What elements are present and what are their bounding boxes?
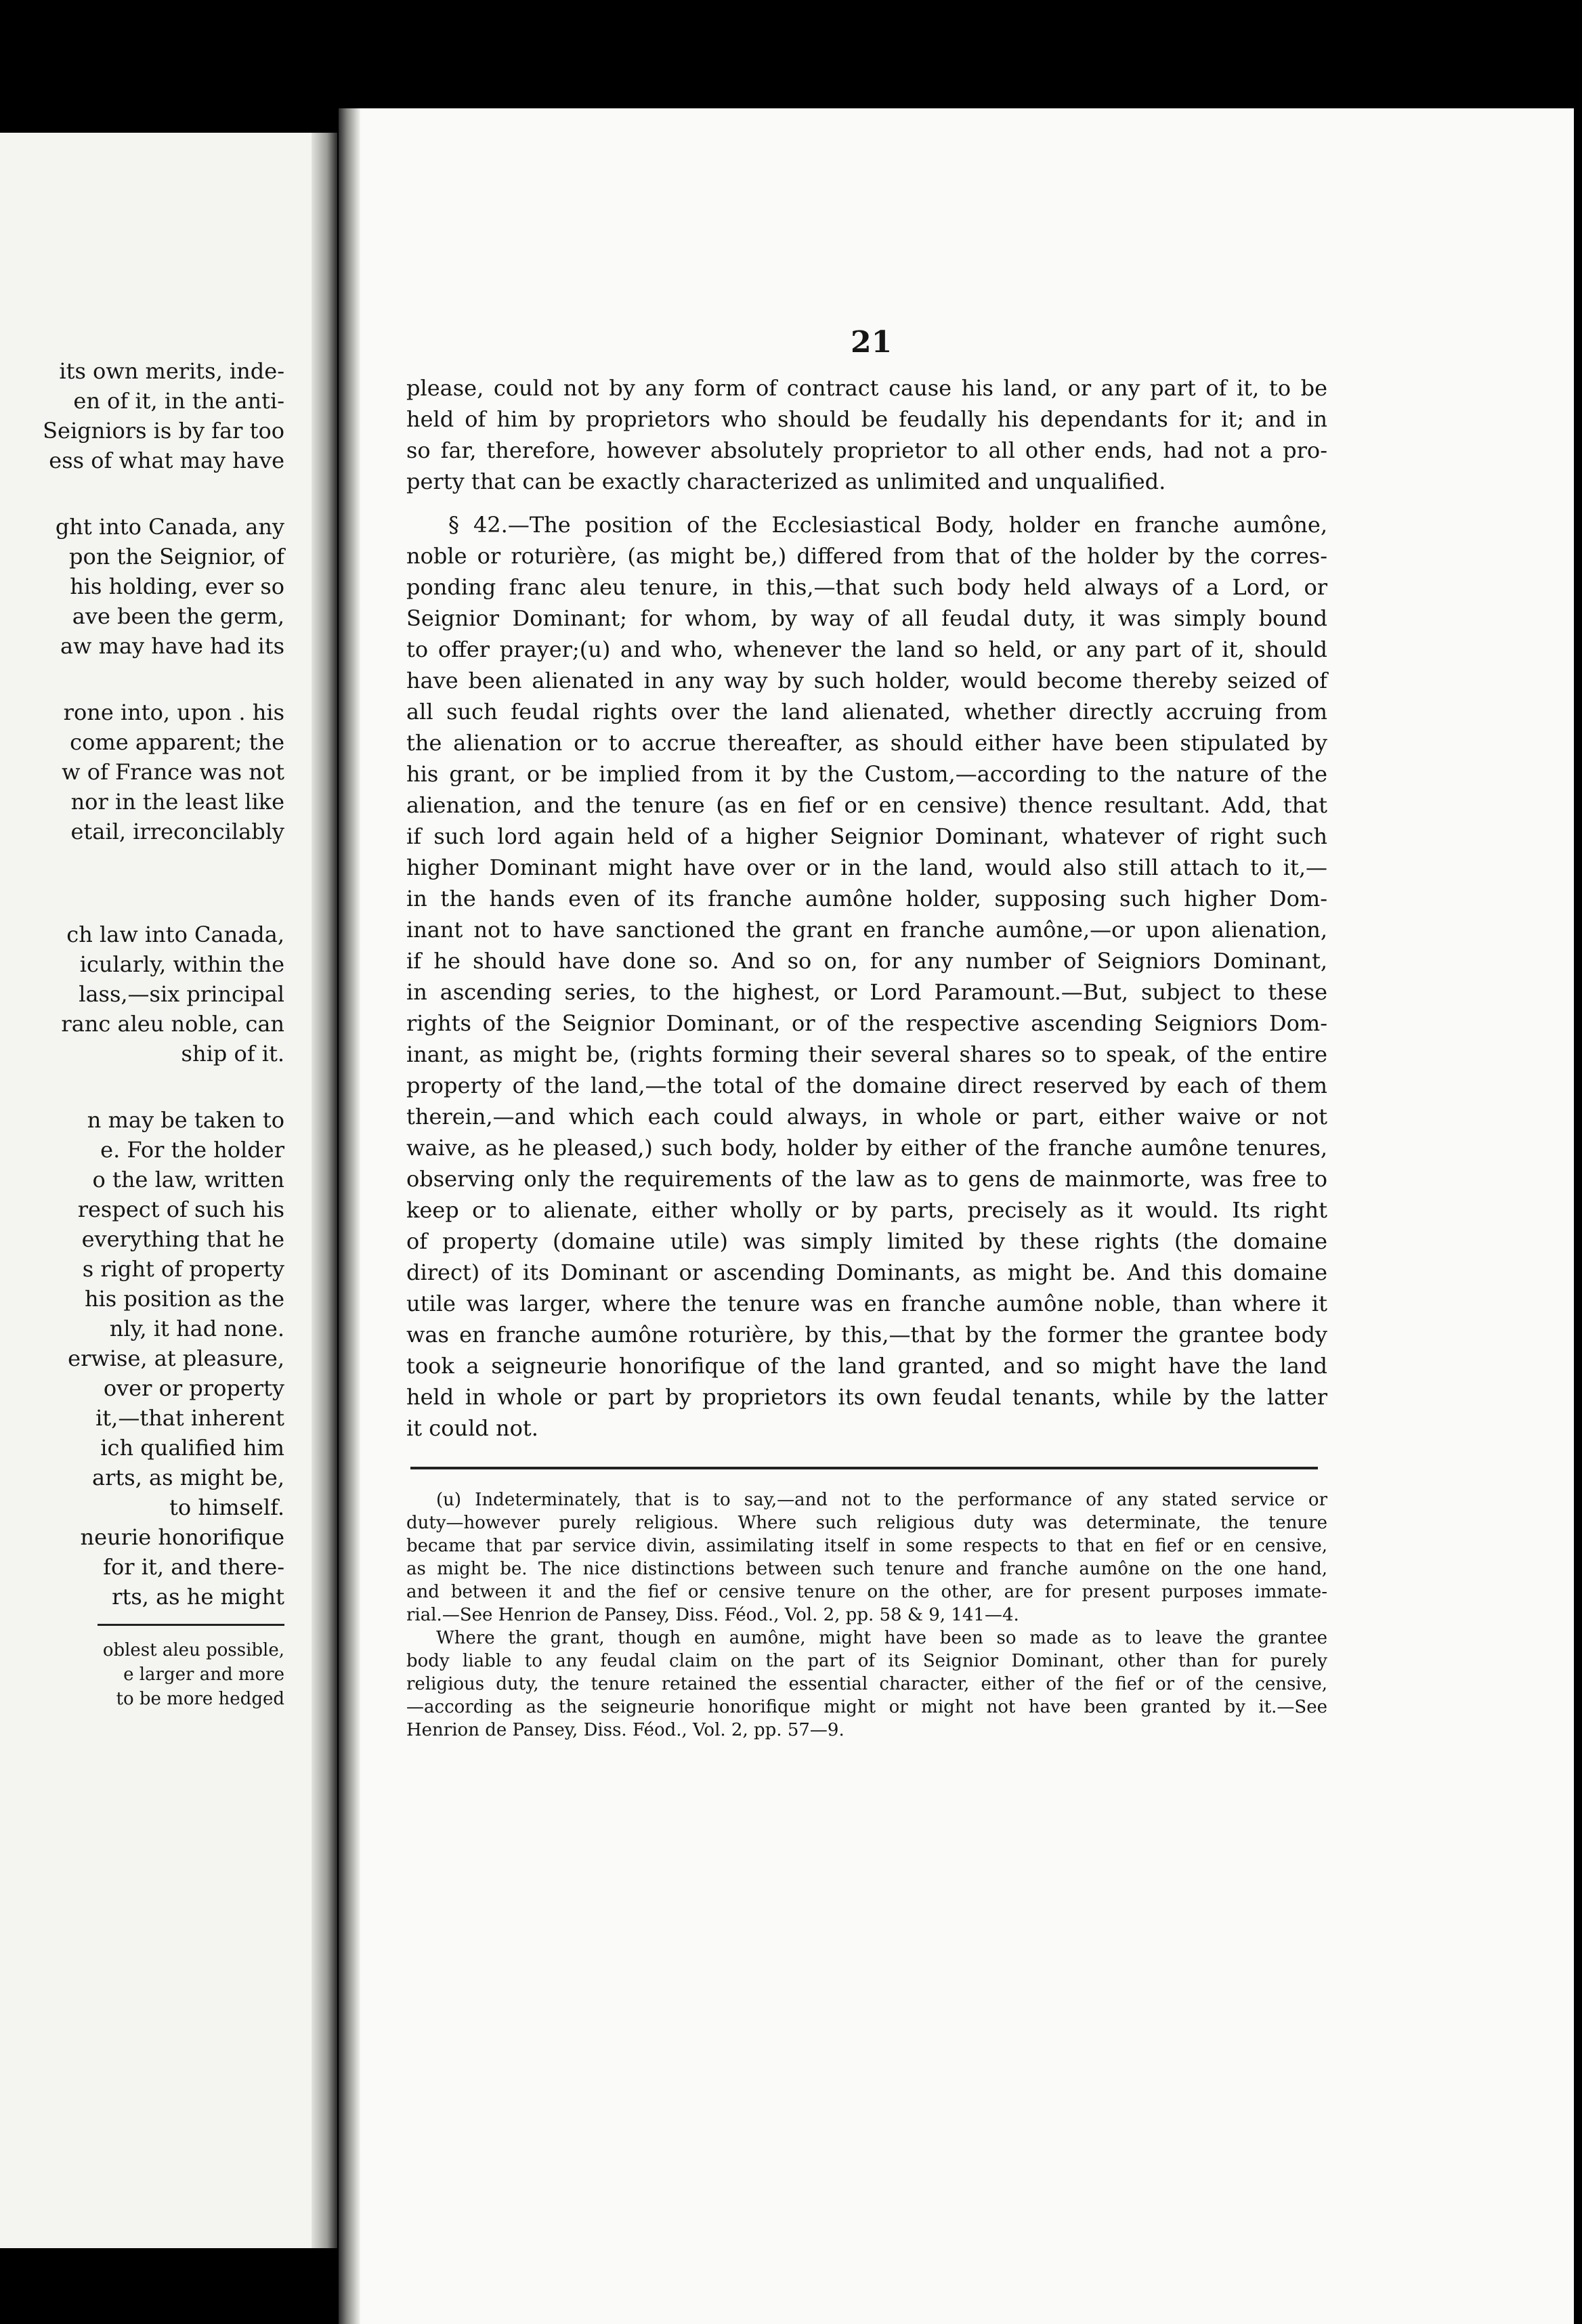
left-page-gutter-shadow <box>312 133 337 2248</box>
footnote-line: Where the grant, though en aumône, might have been so made as to leave the grantee <box>436 1628 1327 1648</box>
text-line: in ascending series, to the highest, or Lord Paramount.—But, subject to these <box>406 979 1327 1005</box>
footnote-line: Henrion de Pansey, Diss. Féod., Vol. 2, pp. 57—9. <box>406 1720 845 1740</box>
left-text-line: pon the Seignior, of <box>68 544 284 569</box>
text-line: have been alienated in any way by such holder, would become thereby seized of <box>406 668 1327 693</box>
text-line: inant not to have sanctioned the grant en franche aumône,—or upon alienation, <box>406 917 1327 943</box>
text-line: please, could not by any form of contract cause his land, or any part of it, to be <box>406 375 1327 401</box>
left-text-line: icularly, within the <box>79 951 284 977</box>
text-line: in the hands even of its franche aumône holder, supposing such higher Dom- <box>406 886 1327 911</box>
text-line: all such feudal rights over the land alienated, whether directly accruing from <box>406 699 1327 725</box>
text-line: the alienation or to accrue thereafter, as should either have been stipulated by <box>406 730 1327 756</box>
footnote-line: rial.—See Henrion de Pansey, Diss. Féod., Vol. 2, pp. 58 & 9, 141—4. <box>406 1605 1019 1625</box>
left-text-line: it,—that inherent <box>95 1405 284 1431</box>
left-text-line: ess of what may have <box>49 448 284 473</box>
text-line: therein,—and which each could always, in whole or part, either waive or not <box>406 1104 1327 1129</box>
left-text-line: rts, as he might <box>112 1584 284 1610</box>
left-text-line: arts, as might be, <box>92 1465 284 1490</box>
left-text-line: come apparent; the <box>70 729 284 755</box>
left-text-line: ght into Canada, any <box>55 514 284 540</box>
footnote-line: religious duty, the tenure retained the essential character, either of the fief or of the censive, <box>406 1674 1327 1694</box>
left-text-line: its own merits, inde- <box>59 358 284 384</box>
text-line: held of him by proprietors who should be feudally his dependants for it; and in <box>406 406 1327 432</box>
text-line: waive, as he pleased,) such body, holder by either of the franche aumône tenures, <box>406 1135 1327 1161</box>
text-line: higher Dominant might have over or in the land, would also still attach to it,— <box>406 855 1327 880</box>
footnote-line: and between it and the fief or censive tenure on the other, are for present purposes immate- <box>406 1582 1327 1602</box>
text-line: if such lord again held of a higher Seignior Dominant, whatever of right such <box>406 823 1327 849</box>
text-line: held in whole or part by proprietors its own feudal tenants, while by the latter <box>406 1384 1327 1410</box>
left-footnote-line: e larger and more <box>123 1664 284 1685</box>
text-line: § 42.—The position of the Ecclesiastical Body, holder en franche aumône, <box>448 512 1327 538</box>
footnote-line: (u) Indeterminately, that is to say,—and not to the performance of any stated service or <box>436 1490 1327 1510</box>
page-number: 21 <box>851 325 893 360</box>
footnote-u <box>406 1488 1327 1627</box>
text-line: was en franche aumône roturière, by this,—that by the former the grantee body <box>406 1322 1327 1348</box>
left-text-line: everything that he <box>81 1226 284 1252</box>
left-text-line: n may be taken to <box>87 1107 284 1133</box>
left-text-line: aw may have had its <box>60 633 284 659</box>
left-text-line: s right of property <box>82 1256 284 1282</box>
left-footnote-line: oblest aleu possible, <box>102 1640 284 1660</box>
left-text-line: ship of it. <box>181 1041 284 1067</box>
text-line: rights of the Seignior Dominant, or of the respective ascending Seigniors Dom- <box>406 1010 1327 1036</box>
paragraph-section-42 <box>406 509 1327 1444</box>
left-text-line: Seigniors is by far too <box>43 418 284 444</box>
text-line: direct) of its Dominant or ascending Dominants, as might be. And this domaine <box>406 1260 1327 1285</box>
left-footnote-divider <box>98 1624 284 1626</box>
right-page <box>339 108 1574 2324</box>
text-line: ponding franc aleu tenure, in this,—that such body held always of a Lord, or <box>406 574 1327 600</box>
left-text-line: nly, it had none. <box>109 1316 284 1341</box>
main-text-block <box>406 372 1327 1742</box>
footnote-line: —according as the seigneurie honorifique might or might not have been granted by it.—See <box>406 1697 1327 1717</box>
left-text-line: ich qualified him <box>100 1435 284 1461</box>
left-text-line: en of it, in the anti- <box>73 388 284 414</box>
text-line: utile was larger, where the tenure was en franche aumône noble, than where it <box>406 1291 1327 1316</box>
footnote-line: became that par service divin, assimilating itself in some respects to that en fief or en censive, <box>406 1536 1327 1556</box>
text-line: of property (domaine utile) was simply limited by these rights (the domaine <box>406 1228 1327 1254</box>
text-line: it could not. <box>406 1415 538 1441</box>
left-text-line: his holding, ever so <box>70 574 284 599</box>
text-line: Seignior Dominant; for whom, by way of all feudal duty, it was simply bound <box>406 605 1327 631</box>
text-line: alienation, and the tenure (as en fief or en censive) thence resultant. Add, that <box>406 792 1327 818</box>
text-line: to offer prayer;(u) and who, whenever the land so held, or any part of it, should <box>406 637 1327 662</box>
text-line: noble or roturière, (as might be,) differed from that of the holder by the corres- <box>406 543 1327 569</box>
left-text-line: lass,—six principal <box>79 981 284 1007</box>
left-text-line: for it, and there- <box>103 1554 284 1580</box>
text-line: property of the land,—the total of the domaine direct reserved by each of them <box>406 1073 1327 1098</box>
text-line: so far, therefore, however absolutely proprietor to all other ends, had not a pro- <box>406 437 1327 463</box>
paragraph-continued <box>406 372 1327 497</box>
text-line: took a seigneurie honorifique of the land granted, and so might have the land <box>406 1353 1327 1379</box>
left-text-line: to himself. <box>169 1494 284 1520</box>
text-line: observing only the requirements of the law as to gens de mainmorte, was free to <box>406 1166 1327 1192</box>
footnote-line: body liable to any feudal claim on the part of its Seignior Dominant, other than for purely <box>406 1651 1327 1671</box>
text-line: keep or to alienate, either wholly or by parts, precisely as it would. Its right <box>406 1197 1327 1223</box>
left-text-line: ranc aleu noble, can <box>61 1011 284 1037</box>
left-text-line: over or property <box>103 1375 284 1401</box>
left-text-line: his position as the <box>84 1286 284 1312</box>
left-text-line: respect of such his <box>77 1197 284 1222</box>
left-page <box>0 133 337 2248</box>
text-line: his grant, or be implied from it by the Custom,—according to the nature of the <box>406 761 1327 787</box>
left-page-text <box>0 356 284 1711</box>
left-text-line: e. For the holder <box>100 1137 284 1163</box>
left-text-line: ave been the germ, <box>72 603 284 629</box>
left-text-line: ch law into Canada, <box>66 922 284 947</box>
text-line: perty that can be exactly characterized as unlimited and unqualified. <box>406 469 1166 494</box>
left-text-line: erwise, at pleasure, <box>68 1346 284 1371</box>
text-line: inant, as might be, (rights forming their several shares so to speak, of the entire <box>406 1041 1327 1067</box>
text-line: if he should have done so. And so on, for any number of Seigniors Dominant, <box>406 948 1327 974</box>
left-text-line: rone into, upon . his <box>63 700 284 725</box>
footnote-divider <box>410 1467 1318 1469</box>
right-page-spine-shadow <box>339 108 360 2324</box>
footnote-continuation <box>406 1627 1327 1742</box>
left-text-line: etail, irreconcilably <box>70 819 284 844</box>
footnote-line: as might be. The nice distinctions between such tenure and franche aumône on the one hand, <box>406 1559 1327 1579</box>
left-footnote-line: to be more hedged <box>116 1689 284 1709</box>
left-text-line: o the law, written <box>92 1167 284 1192</box>
left-text-line: nor in the least like <box>70 789 284 815</box>
left-text-line: w of France was not <box>62 759 284 785</box>
footnote-line: duty—however purely religious. Where such religious duty was determinate, the tenure <box>406 1513 1327 1533</box>
left-text-line: neurie honorifique <box>80 1524 284 1550</box>
